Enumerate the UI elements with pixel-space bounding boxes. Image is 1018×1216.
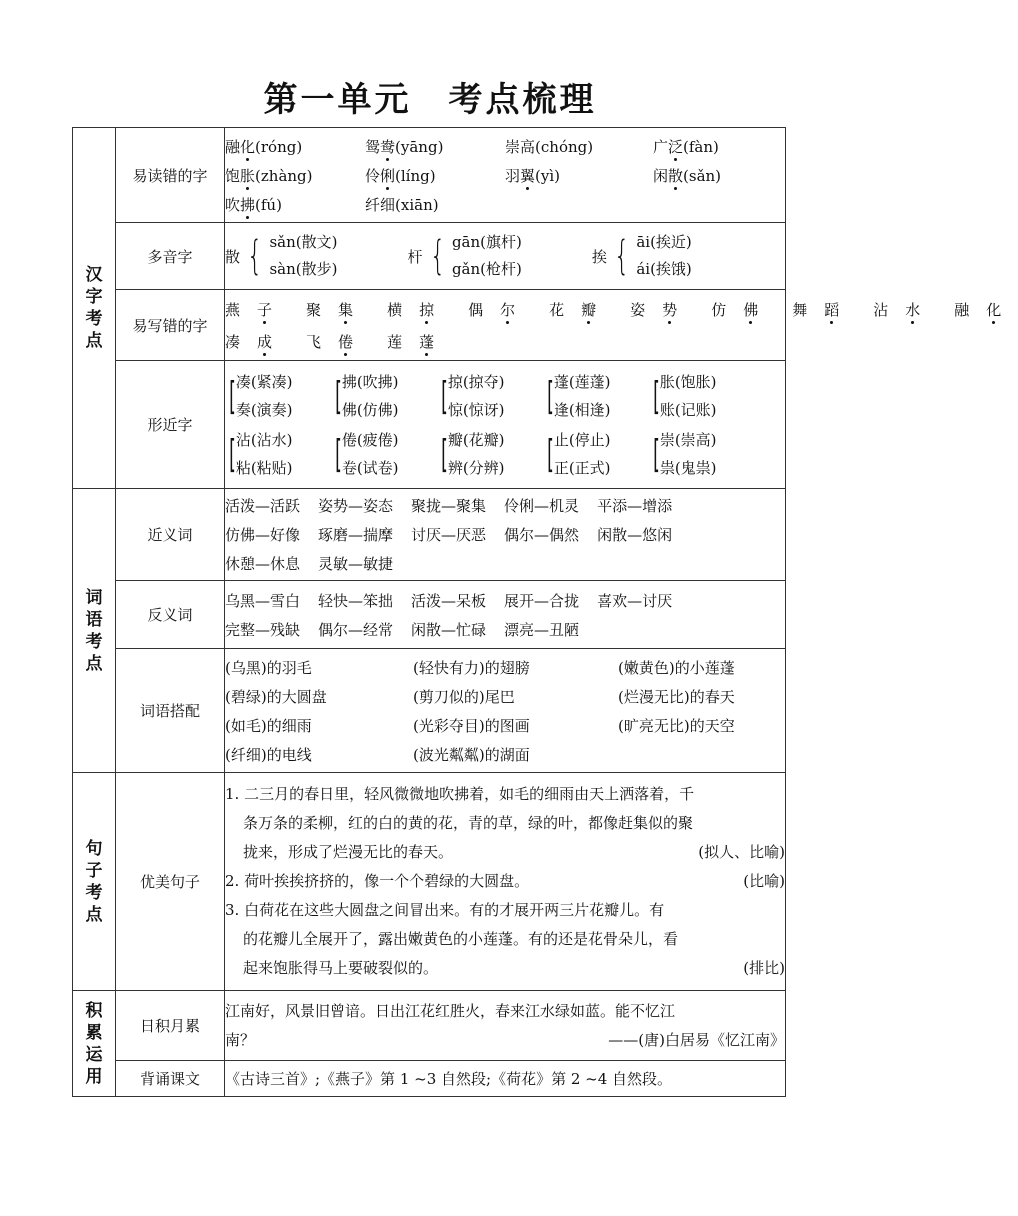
misread-item [365,136,505,157]
char: 饱 [225,166,241,185]
synonym-pair: 伶俐—机灵 [504,497,580,515]
antonym-pair: 乌黑—雪白 [225,591,301,610]
subcategory-synonyms: 近义词 [116,489,225,581]
collocation-item: (纤细)的电线 [225,745,312,764]
category-juzi [73,773,116,991]
polyphone-char: 杆 [407,247,423,266]
sentence-item [225,896,785,983]
char: 伶 [365,166,381,185]
char: 尔 [500,300,516,319]
poem-line [225,997,785,1026]
sentence-line [225,954,785,983]
char: 翼 [520,166,536,185]
miswrite-word [630,299,694,320]
similar-pair [554,426,611,482]
similar-char: 止(停止) [553,430,611,449]
char: 佛 [743,300,759,319]
polyphone-readings [269,229,337,283]
synonym-row [225,520,785,549]
bracket-symbol: [ [547,431,554,476]
reading: sǎn(散文) [269,233,338,251]
similar-char: 沾(沾水) [235,430,293,449]
char: 蹈 [824,300,840,319]
synonym-row [225,549,785,578]
collocation-row [225,740,785,769]
char: 舞 [792,300,808,319]
char: 瓣 [581,300,597,319]
char: 沾 [873,300,889,319]
misread-item [225,136,365,157]
char: 燕 [225,300,241,319]
bracket-symbol: [ [653,373,660,418]
collocation-item: (嫩黄色)的小莲蓬 [618,658,735,677]
poem-source: ——(唐)白居易《忆江南》 [608,1030,785,1049]
char: 高 [520,137,536,156]
bracket-symbol: [ [335,373,342,418]
similar-group [437,426,543,482]
reading: gǎn(枪杆) [451,260,522,278]
sentence-item [225,867,785,896]
miswrite-word [225,299,289,320]
antonym-pair: 喜欢—讨厌 [597,591,673,610]
sentence-line [225,896,785,925]
char: 横 [387,300,403,319]
synonym-pair: 闲散—悠闲 [597,526,673,544]
polyphone-content [225,223,786,290]
polyphone-char: 散 [225,247,241,266]
rhetoric-tag: (排比) [743,959,785,977]
similar-pair [660,426,717,482]
similar-char: 卷(试卷) [341,458,399,477]
misread-item [365,194,505,215]
bracket-symbol: [ [441,431,448,476]
category-label: 汉字考点 [85,265,103,351]
similar-group [331,426,437,482]
char: 子 [257,300,273,319]
synonym-row [225,491,785,520]
miswrite-word [954,299,1018,320]
similar-char: 崇(崇高) [659,430,717,449]
similar-pair [342,368,399,424]
synonyms-content [225,489,786,581]
collocation-item: (碧绿)的大圆盘 [225,687,327,706]
collocation-row [225,711,785,740]
char: 聚 [306,300,322,319]
char: 集 [338,300,354,319]
similar-char: 逢(相逢) [553,400,611,419]
misread-item [225,165,365,186]
pinyin: (chóng) [535,137,594,156]
line-text: 1. 二三月的春日里，轻风微微地吹拂着，如毛的细雨由天上洒落着，千 [225,785,695,803]
bracket-symbol: [ [229,431,236,476]
bracket-symbol: [ [653,431,660,476]
similar-group [225,426,331,482]
similar-char: 胀(饱胀) [659,372,717,391]
line-text: 的花瓣儿全展开了，露出嫩黄色的小莲蓬。有的还是花骨朵儿，看 [243,930,679,948]
synonym-pair: 仿佛—好像 [225,526,301,544]
easy-miswrite-content [225,290,1002,361]
pinyin: (yì) [535,166,561,185]
char: 鸯 [380,137,396,156]
subcategory-polyphone: 多音字 [116,223,225,290]
char: 散 [668,166,684,185]
char: 俐 [380,166,396,185]
reading: gān(旗杆) [451,233,522,251]
line-text: 条万条的柔柳，红的白的黄的花，青的草，绿的叶，都像赶集似的聚 [243,814,694,832]
recite-content: 《古诗三首》;《燕子》第 1 ~3 自然段;《荷花》第 2 ~4 自然段。 [225,1061,786,1097]
similar-char: 凑(紧凑) [235,372,293,391]
brace-symbol: { [613,233,630,279]
review-table [72,127,1002,1097]
subcategory-daily: 日积月累 [116,991,225,1061]
pinyin: (fàn) [683,137,719,156]
category-ciyu [73,489,116,773]
antonym-pair: 展开—合拢 [504,591,580,610]
sentence-item [225,780,785,867]
miswrite-word [306,331,370,352]
char: 偶 [468,300,484,319]
category-label: 词语考点 [85,587,103,674]
subcategory-antonyms: 反义词 [116,581,225,649]
synonym-pair: 活泼—活跃 [225,497,301,515]
brace-symbol: { [429,233,445,279]
char: 融 [225,137,241,156]
char: 化 [240,137,256,156]
misread-item [365,165,505,186]
collocation-row [225,653,785,682]
similar-char: 佛(仿佛) [341,400,399,419]
similar-char: 账(记账) [659,400,717,419]
page-title: 第一单元 考点梳理 [263,80,597,120]
antonym-pair: 偶尔—经常 [318,620,394,639]
collocation-row [225,682,785,711]
pinyin: (sǎn) [683,166,722,185]
char: 凑 [225,332,241,351]
collocation-item: (烂漫无比)的春天 [618,687,735,706]
subcategory-recite: 背诵课文 [116,1061,225,1097]
similar-char: 辨(分辨) [447,458,505,477]
char: 吹 [225,195,241,214]
pinyin: (xiān) [395,195,439,214]
miswrite-word [711,299,775,320]
miswrite-word [387,299,451,320]
misread-item [505,136,653,157]
similar-char: 奏(演奏) [235,400,293,419]
polyphone-item [592,229,692,283]
char: 广 [653,137,669,156]
char: 纤 [365,195,381,214]
similar-char: 倦(疲倦) [341,430,399,449]
misread-item [653,165,773,186]
subcategory-beautiful: 优美句子 [116,773,225,991]
collocation-item: (光彩夺目)的图画 [413,716,530,735]
miswrite-word [225,331,289,352]
similar-char: 拂(吹拂) [341,372,399,391]
char: 势 [662,300,678,319]
subcategory-collocation: 词语搭配 [116,649,225,773]
char: 倦 [338,332,354,351]
subcategory-easy-miswrite: 易写错的字 [116,290,225,361]
category-jilei [73,991,116,1097]
char: 掠 [419,300,435,319]
line-text: 2. 荷叶挨挨挤挤的，像一个个碧绿的大圆盘。 [225,872,530,890]
polyphone-char: 挨 [591,247,607,266]
misread-item [505,165,653,186]
similar-group [649,368,755,424]
miswrite-row [225,325,785,357]
line-text: 起来饱胀得马上要破裂似的。 [243,959,439,977]
collocation-item: (轻快有力)的翅膀 [413,658,530,677]
miswrite-word [873,299,937,320]
similar-char: 瓣(花瓣) [447,430,505,449]
char: 细 [380,195,396,214]
similar-pair [236,426,293,482]
similar-group [543,426,649,482]
similar-char: 粘(粘贴) [235,458,293,477]
category-label: 积累运用 [85,1000,103,1087]
similar-group [437,368,543,424]
antonym-pair: 完整—残缺 [225,620,301,639]
subcategory-easy-misread: 易读错的字 [116,128,225,223]
polyphone-item [225,229,337,283]
char: 崇 [505,137,521,156]
similar-chars-content [225,361,786,489]
char: 成 [257,332,273,351]
antonym-row [225,586,785,615]
sentence-line [225,809,785,838]
collocation-item: (旷亮无比)的天空 [618,716,735,735]
easy-misread-content [225,128,786,223]
char: 莲 [387,332,403,351]
synonym-pair: 灵敏—敏捷 [318,555,394,573]
reading: āi(挨近) [636,233,692,251]
polyphone-readings [636,229,691,283]
similar-pair [448,368,505,424]
antonym-pair: 闲散—忙碌 [411,620,487,639]
similar-pair [554,368,611,424]
similar-group [331,368,437,424]
reading: ái(挨饿) [636,260,692,278]
reading: sàn(散步) [269,260,338,278]
miswrite-word [549,299,613,320]
synonym-pair: 休憩—休息 [225,555,301,573]
similar-char: 蓬(莲蓬) [553,372,611,391]
bracket-symbol: [ [441,373,448,418]
char: 水 [905,300,921,319]
sentence-line [225,867,785,896]
char: 姿 [630,300,646,319]
collocation-item: (如毛)的细雨 [225,716,312,735]
antonym-pair: 漂亮—丑陋 [504,620,580,639]
misread-row [225,161,785,190]
antonym-pair: 活泼—呆板 [411,591,487,610]
similar-pair [342,426,399,482]
similar-pair [660,368,717,424]
synonym-pair: 偶尔—偶然 [504,526,580,544]
category-label: 句子考点 [85,838,103,925]
brace-symbol: { [247,233,263,279]
similar-char: 掠(掠夺) [447,372,505,391]
subcategory-similar: 形近字 [116,361,225,489]
miswrite-word [387,331,451,352]
char: 仿 [711,300,727,319]
similar-char: 祟(鬼祟) [659,458,717,477]
bracket-symbol: [ [335,431,342,476]
similar-group [649,426,755,482]
similar-pair [236,368,293,424]
similar-group [543,368,649,424]
synonym-pair: 讨厌—厌恶 [411,526,487,544]
antonyms-content [225,581,786,649]
char: 蓬 [419,332,435,351]
char: 鸳 [365,137,381,156]
synonym-pair: 聚拢—聚集 [411,497,487,515]
antonym-pair: 轻快—笨拙 [318,591,394,610]
rhetoric-tag: (比喻) [743,872,785,890]
pinyin: (líng) [395,166,436,185]
char: 飞 [306,332,322,351]
sentence-line [225,838,785,867]
bracket-symbol: [ [547,373,554,418]
char: 拂 [240,195,256,214]
line-text: 拢来，形成了烂漫无比的春天。 [243,843,454,861]
polyphone-readings [452,229,522,283]
misread-row [225,190,785,219]
line-text: 3. 白荷花在这些大圆盘之间冒出来。有的才展开两三片花瓣儿。有 [225,901,665,919]
bracket-symbol: [ [229,373,236,418]
similar-row [225,426,785,482]
miswrite-row [225,293,1002,325]
char: 花 [549,300,565,319]
line-text: 江南好，风景旧曾谙。日出江花红胜火，春来江水绿如蓝。能不忆江 [225,1001,676,1020]
category-hanzi [73,128,116,489]
similar-row [225,368,785,424]
char: 融 [954,300,970,319]
polyphone-item [407,229,521,283]
poem-line [225,1026,785,1055]
synonym-pair: 平添—增添 [597,497,673,515]
pinyin: (fú) [255,195,282,214]
collocation-item: (剪刀似的)尾巴 [413,687,515,706]
similar-group [225,368,331,424]
misread-item [225,194,365,215]
misread-row [225,132,785,161]
sentence-line [225,780,785,809]
synonym-pair: 琢磨—揣摩 [318,526,394,544]
char: 羽 [505,166,521,185]
collocation-item: (乌黑)的羽毛 [225,658,312,677]
char: 胀 [240,166,256,185]
line-text: 南？ [225,1030,256,1049]
antonym-row [225,615,785,644]
beautiful-sentences-content [225,773,786,991]
char: 泛 [668,137,684,156]
similar-pair [448,426,505,482]
rhetoric-tag: (拟人、比喻) [698,843,785,861]
collocation-item: (波光粼粼)的湖面 [413,745,530,764]
similar-char: 正(正式) [553,458,611,477]
pinyin: (róng) [255,137,303,156]
misread-item [653,136,773,157]
synonym-pair: 姿势—姿态 [318,497,394,515]
sentence-line [225,925,785,954]
daily-accumulation-content [225,991,786,1061]
pinyin: (zhàng) [255,166,313,185]
pinyin: (yāng) [395,137,444,156]
similar-char: 惊(惊讶) [447,400,505,419]
char: 闲 [653,166,669,185]
collocation-content [225,649,786,773]
miswrite-word [792,299,856,320]
char: 化 [986,300,1002,319]
miswrite-word [468,299,532,320]
miswrite-word [306,299,370,320]
